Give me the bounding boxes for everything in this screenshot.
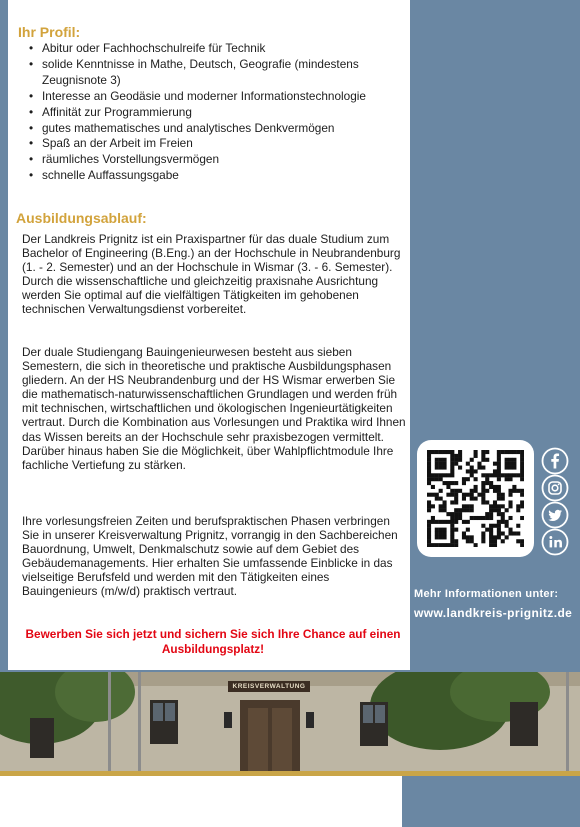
twitter-icon[interactable] (541, 501, 569, 529)
website-link[interactable]: www.landkreis-prignitz.de (414, 606, 573, 620)
training-paragraph-1: Der Landkreis Prignitz ist ein Praxispartner für das duale Studium zum Bachelor of Engineering (B.Eng.) an der Hochschule in Neubrandenburg (1. - 2. Semester) und an der Hochschule in Wismar (3. - 6. Semester). Durch die wissenschaftliche und gleichzeitig praxisnahe Ausrichtung werden Sie optimal auf die vielfältigen Tätigkeiten im gehobenen technischen Verwaltungsdienst vorbereitet. (22, 232, 401, 317)
more-info-label: Mehr Informationen unter: (414, 588, 559, 600)
profile-list (28, 41, 410, 184)
footer-right-panel (402, 776, 580, 827)
application-call-to-action: Bewerben Sie sich jetzt und sichern Sie sich Ihre Chance auf einen Ausbildungsplatz! (25, 627, 401, 656)
qr-code-icon (427, 450, 524, 547)
main-content-card (8, 0, 410, 670)
facebook-icon[interactable] (541, 447, 569, 475)
list-item: • Affinität zur Programmierung (28, 105, 410, 121)
qr-code-card[interactable] (417, 440, 534, 557)
list-item: • Abitur oder Fachhochschulreife für Technik (28, 41, 410, 57)
list-item: • räumliches Vorstellungsvermögen (28, 152, 410, 168)
instagram-icon[interactable] (541, 474, 569, 502)
training-paragraph-3: Ihre vorlesungsfreien Zeiten und berufspraktischen Phasen verbringen Sie in unserer Kreisverwaltung Prignitz, vorrangig in den Sachbereichen Bauordnung, Umwelt, Denkmalschutz sowie auf dem Gebiet des Gebäudemanagements. Hier erhalten Sie umfassende Einblicke in das vielseitige Berufsfeld und werden mit den Tätigkeiten eines Bauingenieurs (m/w/d) praktisch vertraut. (22, 514, 398, 599)
linkedin-icon[interactable] (541, 528, 569, 556)
training-heading: Ausbildungsablauf: (16, 210, 147, 226)
list-item: • Interesse an Geodäsie und moderner Informationstechnologie (28, 89, 410, 105)
training-paragraph-2: Der duale Studiengang Bauingenieurwesen besteht aus sieben Semestern, die sich in theoretische und praktische Ausbildungsphasen gliedern. An der HS Neubrandenburg und der HS Wismar erwerben Sie die mathematisch-naturwissenschaftlichen Grundlagen und werden früh mit technischen, wirtschaftlichen und ökologischen Ingenieurtätigkeiten vertraut. Durch die Kombination aus Vorlesungen und Praktika wird Ihnen das Wissen bereits an der Hochschule sehr praxisbezogen vermittelt. Darüber hinaus haben Sie die Möglichkeit, über Wahlpflichtmodule Ihre fachliche Vertiefung zu stärken. (22, 345, 406, 472)
profile-heading: Ihr Profil: (18, 24, 81, 40)
footer-left-panel (0, 776, 402, 827)
list-item: • solide Kenntnisse in Mathe, Deutsch, Geografie (mindestens Zeugnisnote 3) (28, 57, 410, 89)
building-sign: KREISVERWALTUNG (228, 681, 310, 692)
list-item: • Spaß an der Arbeit im Freien (28, 136, 410, 152)
list-item: • gutes mathematisches und analytisches Denkvermögen (28, 121, 410, 137)
list-item: • schnelle Auffassungsgabe (28, 168, 410, 184)
